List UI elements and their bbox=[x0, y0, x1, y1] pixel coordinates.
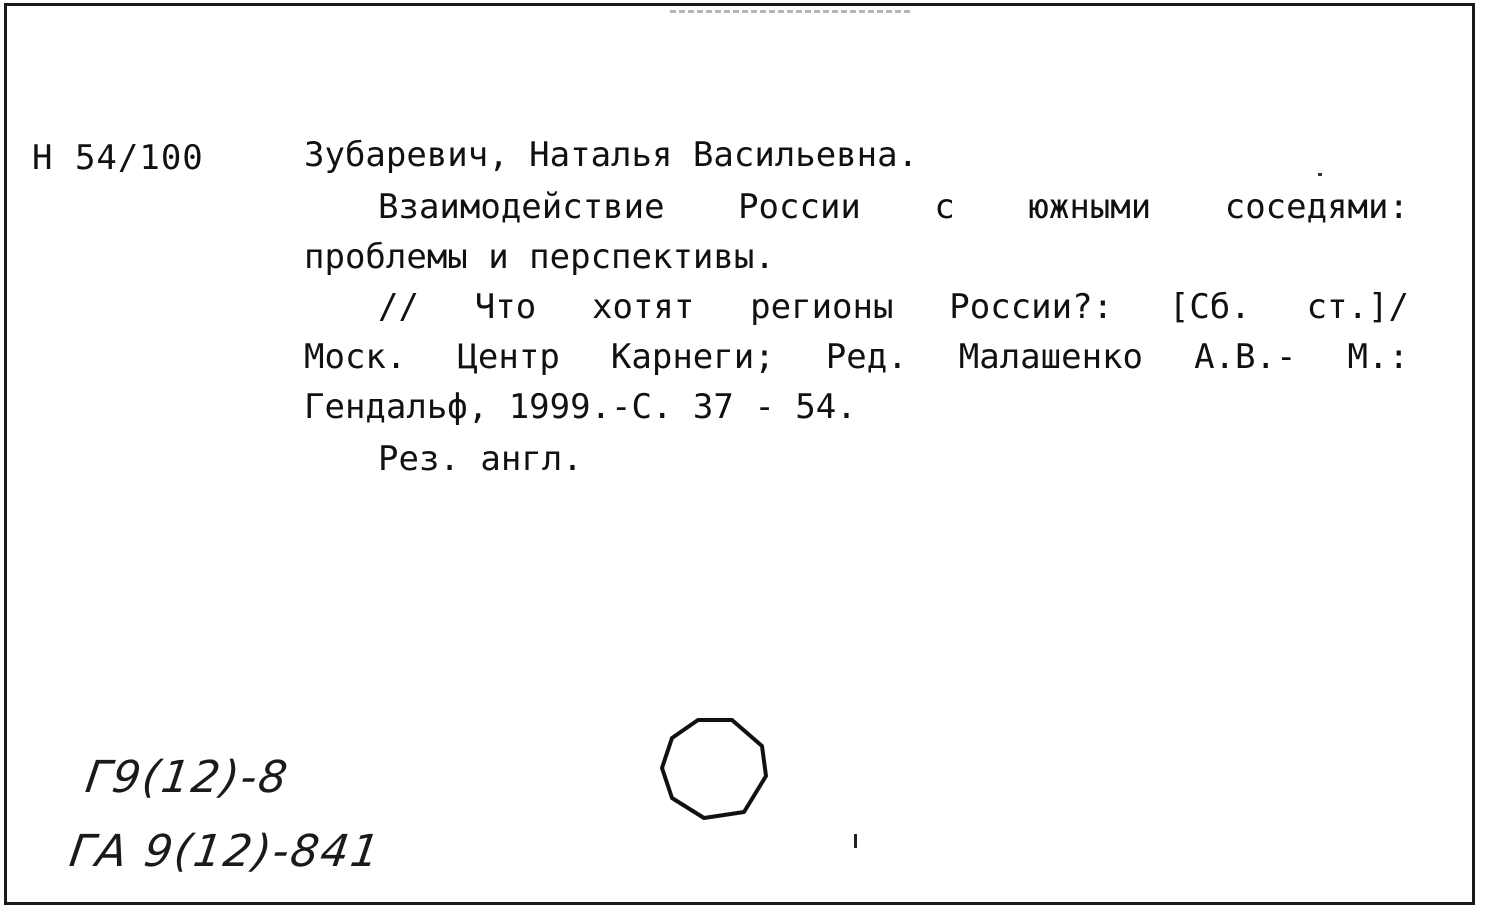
shelfmark: Н 54/100 bbox=[32, 138, 204, 178]
title-line-1 bbox=[304, 187, 1409, 227]
handwritten-classification-code: Г9(12)-8 bbox=[82, 752, 293, 803]
punch-hole-circle-icon bbox=[658, 716, 770, 822]
source-word: Малашенко bbox=[958, 337, 1143, 377]
source-word: Что bbox=[474, 287, 537, 327]
title-word: с bbox=[934, 187, 955, 227]
source-line-1 bbox=[304, 287, 1409, 327]
author-line: Зубаревич, Наталья Васильевна. bbox=[304, 135, 919, 175]
title-word: России bbox=[738, 187, 861, 227]
title-word: южными bbox=[1028, 187, 1152, 227]
source-word: Карнеги; bbox=[610, 337, 775, 377]
handwritten-author-code: ГА 9(12)-841 bbox=[66, 826, 385, 877]
source-word: ст.]/ bbox=[1306, 287, 1409, 327]
title-line-2: проблемы и перспективы. bbox=[304, 237, 775, 277]
summary-note: Рез. англ. bbox=[378, 439, 583, 479]
source-word: Ред. bbox=[825, 337, 908, 377]
title-word: соседями: bbox=[1224, 187, 1409, 227]
source-line-2 bbox=[304, 337, 1409, 377]
source-word: А.В.- bbox=[1194, 337, 1297, 377]
source-word: России?: bbox=[949, 287, 1114, 327]
scan-artifact-marks bbox=[670, 10, 910, 19]
source-word: Моск. bbox=[304, 337, 407, 377]
source-word: регионы bbox=[750, 287, 894, 327]
scan-artifact-tick bbox=[854, 834, 857, 848]
source-word: Центр bbox=[457, 337, 560, 377]
scan-artifact-speck bbox=[1318, 173, 1322, 176]
source-word: М.: bbox=[1347, 337, 1409, 377]
source-word: // bbox=[378, 287, 419, 327]
source-word: [Сб. bbox=[1168, 287, 1251, 327]
title-word: Взаимодействие bbox=[378, 187, 665, 227]
source-word: хотят bbox=[592, 287, 695, 327]
source-line-3: Гендальф, 1999.-С. 37 - 54. bbox=[304, 387, 857, 427]
